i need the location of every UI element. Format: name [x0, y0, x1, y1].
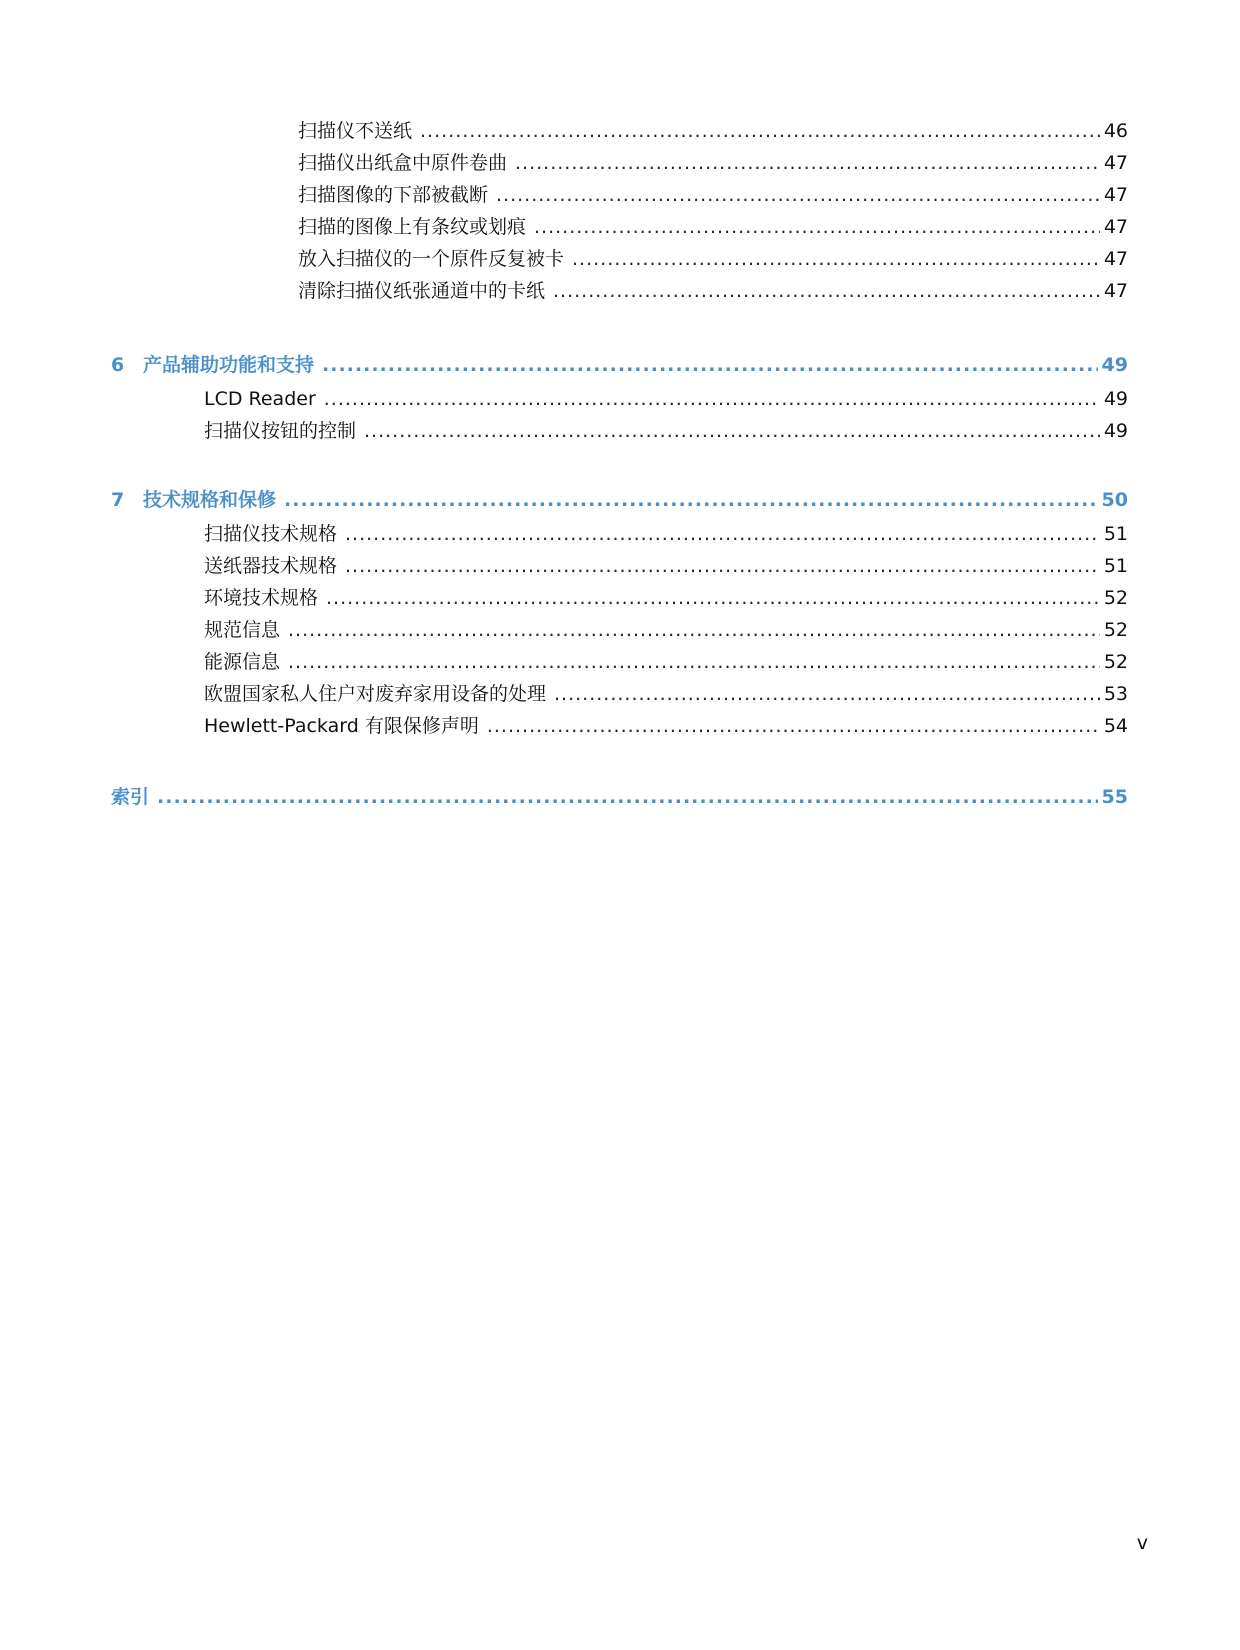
toc-entry-label: 环境技术规格	[204, 587, 319, 609]
chapter-number: 6	[111, 354, 125, 376]
toc-entry[interactable]	[204, 712, 1128, 740]
chapter-page: 49	[1101, 354, 1128, 376]
index-title: 索引	[111, 786, 150, 808]
toc-entry-page: 47	[1103, 216, 1128, 238]
toc-entry[interactable]	[204, 648, 1128, 676]
toc-entry-label: 规范信息	[204, 619, 281, 641]
toc-entry[interactable]	[204, 520, 1128, 548]
toc-entry-label: 欧盟国家私人住户对废弃家用设备的处理	[204, 683, 547, 705]
toc-entry-page: 52	[1103, 651, 1128, 673]
dot-leader	[288, 648, 1100, 676]
toc-entry-label: 能源信息	[204, 651, 281, 673]
dot-leader	[487, 712, 1100, 740]
toc-entry-label: 扫描的图像上有条纹或划痕	[298, 216, 527, 238]
toc-chapter-6[interactable]	[111, 351, 1128, 379]
toc-entry-page: 49	[1103, 420, 1128, 442]
dot-leader	[284, 486, 1098, 514]
dot-leader	[364, 417, 1100, 445]
toc-entry-label: 送纸器技术规格	[204, 555, 338, 577]
dot-leader	[534, 213, 1100, 241]
toc-entry[interactable]	[204, 616, 1128, 644]
toc-entry-label: 扫描仪出纸盒中原件卷曲	[298, 152, 508, 174]
toc-entry-page: 53	[1103, 683, 1128, 705]
toc-entry[interactable]	[298, 149, 1128, 177]
toc-entry-label: Hewlett-Packard 有限保修声明	[204, 715, 479, 737]
toc-entry-page: 46	[1103, 120, 1128, 142]
toc-entry-label: LCD Reader	[204, 388, 316, 410]
toc-entry-page: 52	[1103, 587, 1128, 609]
toc-entry-page: 51	[1103, 523, 1128, 545]
toc-entry[interactable]	[204, 584, 1128, 612]
toc-entry[interactable]	[298, 181, 1128, 209]
dot-leader	[326, 584, 1100, 612]
toc-entry-page: 51	[1103, 555, 1128, 577]
dot-leader	[345, 552, 1100, 580]
toc-index[interactable]	[111, 783, 1128, 811]
toc-entry-label: 扫描仪不送纸	[298, 120, 413, 142]
dot-leader	[324, 385, 1100, 413]
toc-entry[interactable]	[298, 117, 1128, 145]
dot-leader	[288, 616, 1100, 644]
dot-leader	[496, 181, 1100, 209]
toc-entry-label: 扫描仪按钮的控制	[204, 420, 357, 442]
chapter-title: 产品辅助功能和支持	[143, 354, 315, 376]
toc-entry[interactable]	[204, 680, 1128, 708]
toc-entry-page: 47	[1103, 152, 1128, 174]
dot-leader	[554, 680, 1100, 708]
index-page: 55	[1101, 786, 1128, 808]
toc-entry-page: 47	[1103, 280, 1128, 302]
toc-entry-label: 扫描仪技术规格	[204, 523, 338, 545]
chapter-number: 7	[111, 489, 125, 511]
toc-entry-page: 52	[1103, 619, 1128, 641]
toc-entry[interactable]	[204, 552, 1128, 580]
dot-leader	[553, 277, 1100, 305]
toc-entry[interactable]	[298, 245, 1128, 273]
dot-leader	[322, 351, 1098, 379]
toc-entry-label: 清除扫描仪纸张通道中的卡纸	[298, 280, 546, 302]
toc-entry[interactable]	[298, 277, 1128, 305]
toc-entry[interactable]	[204, 385, 1128, 413]
chapter-page: 50	[1101, 489, 1128, 511]
dot-leader	[420, 117, 1100, 145]
toc-entry-page: 49	[1103, 388, 1128, 410]
page-number: v	[1136, 1532, 1148, 1554]
toc-entry-page: 47	[1103, 248, 1128, 270]
toc-entry-label: 扫描图像的下部被截断	[298, 184, 489, 206]
toc-chapter-7[interactable]	[111, 486, 1128, 514]
toc-entry[interactable]	[204, 417, 1128, 445]
toc-entry[interactable]	[298, 213, 1128, 241]
dot-leader	[572, 245, 1100, 273]
dot-leader	[515, 149, 1100, 177]
chapter-title: 技术规格和保修	[143, 489, 277, 511]
dot-leader	[157, 783, 1098, 811]
dot-leader	[345, 520, 1100, 548]
toc-entry-label: 放入扫描仪的一个原件反复被卡	[298, 248, 565, 270]
toc-entry-page: 54	[1103, 715, 1128, 737]
toc-entry-page: 47	[1103, 184, 1128, 206]
